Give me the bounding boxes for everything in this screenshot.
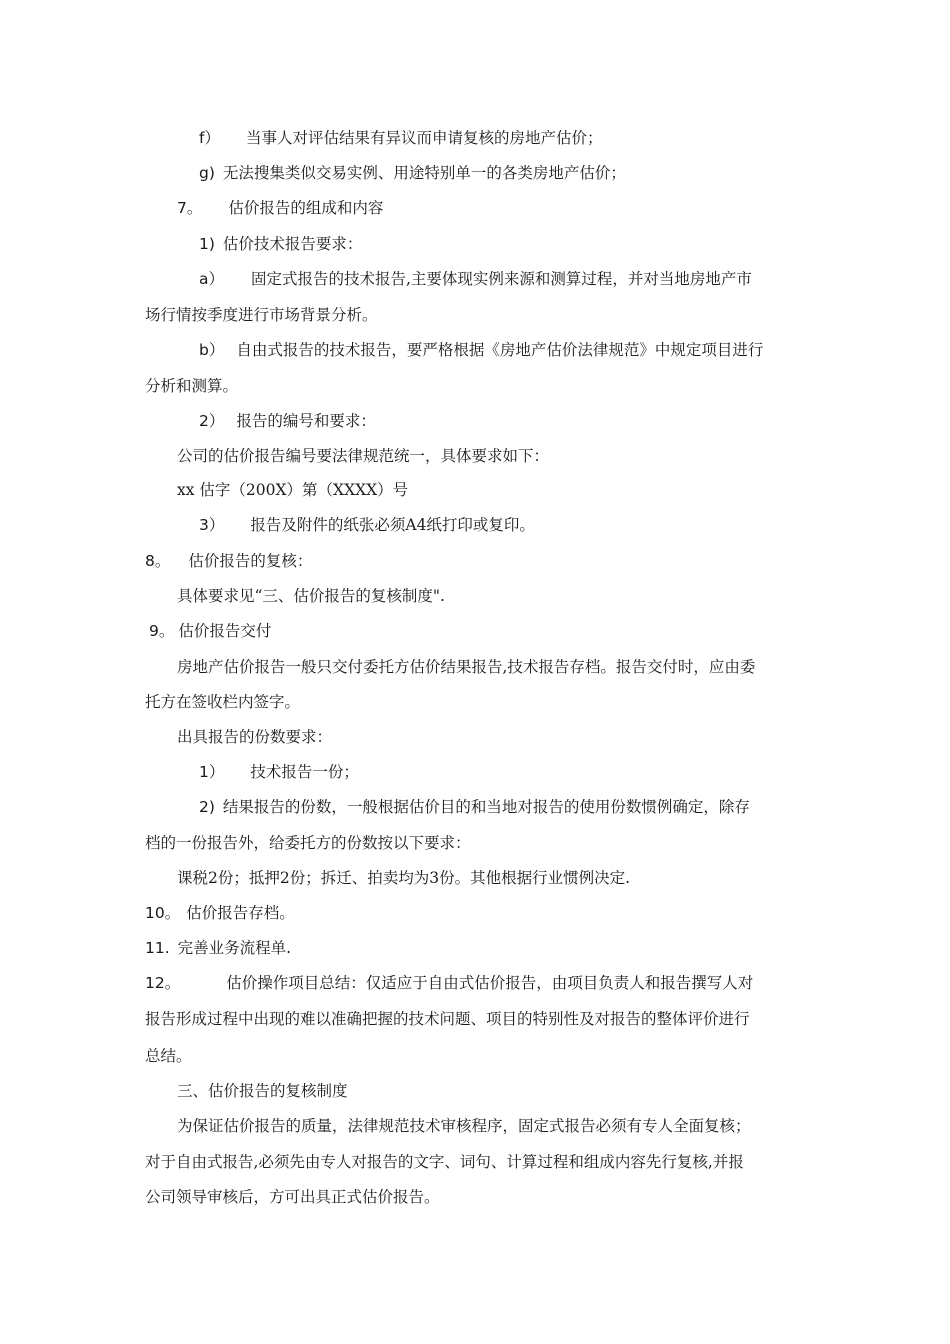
list-item-2 [199,411,376,431]
paragraph-text: 公司的估价报告编号要法律规范统一，具体要求如下： [177,447,550,465]
item-text: 报告的编号和要求： [236,412,376,430]
list-item-1b [199,762,359,782]
item-marker: b） [199,341,225,359]
section-number: 12。 [145,974,181,992]
paragraph-text: 报告形成过程中出现的难以准确把握的技术问题、项目的特别性及对报告的整体评价进行 [145,1010,750,1028]
item-text: 自由式报告的技术报告，要严格根据《房地产估价法律规范》中规定项目进行 [236,341,764,359]
section-number: 11. [145,939,170,957]
paragraph-line [177,868,630,888]
item-marker: a） [199,270,224,288]
paragraph-line [177,446,549,466]
list-item-f [199,128,602,148]
chapter-title: 三、估价报告的复核制度 [177,1082,348,1100]
list-item-2b [199,797,750,817]
item-text: 无法搜集类似交易实例、用途特别单一的各类房地产估价； [222,164,626,182]
list-item-b [199,340,763,360]
paragraph-text: 具体要求见“三、估价报告的复核制度". [177,587,445,605]
section-number: 9。 [149,622,175,640]
paragraph-text: 房地产估价报告一般只交付委托方估价结果报告,技术报告存档。报告交付时，应由委 [177,658,756,676]
paragraph-line [145,692,300,712]
section-heading-11 [145,938,291,958]
item-marker: 2) [199,798,215,816]
paragraph-line [177,727,332,747]
chapter-heading [177,1081,348,1101]
report-number-format [177,480,408,500]
list-item-a [199,269,752,289]
list-item-3 [199,515,535,535]
section-heading-12 [145,973,753,993]
paragraph-line [145,1187,440,1207]
list-item-g [199,163,626,183]
paragraph-text: xx 估字（200X）第（XXXX）号 [177,481,409,499]
item-marker: f） [199,129,220,147]
item-text: 固定式报告的技术报告,主要体现实例来源和测算过程，并对当地房地产市 [251,270,752,288]
paragraph-line [177,657,755,677]
section-number: 7。 [177,199,203,217]
paragraph-text: 档的一份报告外，给委托方的份数按以下要求： [145,834,471,852]
section-title: 估价操作项目总结：仅适应于自由式估价报告，由项目负责人和报告撰写人对 [226,974,754,992]
paragraph-line [145,305,378,325]
item-marker: 1) [199,235,215,253]
paragraph-line [145,1009,750,1029]
paragraph-line [177,586,445,606]
item-text: 当事人对评估结果有异议而申请复核的房地产估价； [245,129,603,147]
paragraph-text: 托方在签收栏内签字。 [145,693,301,711]
paragraph-text: 对于自由式报告,必须先由专人对报告的文字、词句、计算过程和组成内容先行复核,并报 [145,1153,744,1171]
item-marker: g) [199,164,215,182]
section-title: 估价报告的组成和内容 [228,199,384,217]
section-heading-8 [145,551,312,571]
item-text: 报告及附件的纸张必须A4纸打印或复印。 [250,516,535,534]
paragraph-text: 为保证估价报告的质量，法律规范技术审核程序，固定式报告必须有专人全面复核； [177,1117,751,1135]
section-heading-9 [149,621,271,641]
list-item-1 [199,234,362,254]
paragraph-line [145,833,471,853]
item-text: 技术报告一份； [250,763,359,781]
item-marker: 1） [199,763,225,781]
section-number: 8。 [145,552,171,570]
paragraph-text: 场行情按季度进行市场背景分析。 [145,306,378,324]
item-marker: 2） [199,412,225,430]
section-heading-7 [177,198,383,218]
section-number: 10。 [145,904,181,922]
paragraph-line [145,1046,192,1066]
section-title: 完善业务流程单. [177,939,292,957]
item-text: 结果报告的份数，一般根据估价目的和当地对报告的使用份数惯例确定，除存 [222,798,750,816]
paragraph-line [177,1116,751,1136]
paragraph-text: 总结。 [145,1047,192,1065]
paragraph-text: 分析和测算。 [145,377,239,395]
paragraph-line [145,1152,744,1172]
paragraph-line [145,376,238,396]
paragraph-text: 课税2份；抵押2份；拆迁、拍卖均为3份。其他根据行业惯例决定. [177,869,631,887]
item-marker: 3） [199,516,225,534]
paragraph-text: 出具报告的份数要求： [177,728,333,746]
section-heading-10 [145,903,295,923]
paragraph-text: 公司领导审核后，方可出具正式估价报告。 [145,1188,440,1206]
section-title: 估价报告的复核： [188,552,313,570]
item-text: 估价技术报告要求： [222,235,363,253]
section-title: 估价报告存档。 [186,904,295,922]
section-title: 估价报告交付 [178,622,272,640]
